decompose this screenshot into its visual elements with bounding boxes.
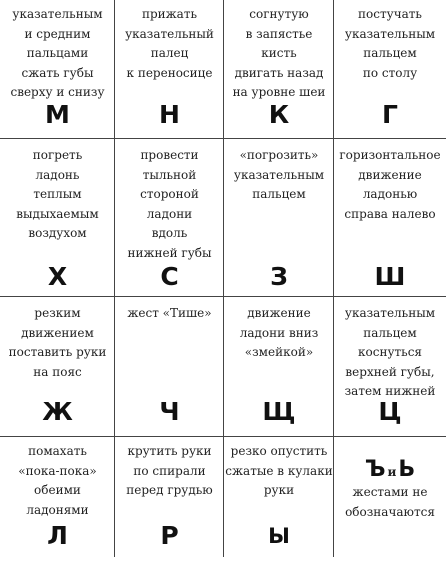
gesture-description bbox=[0, 442, 115, 520]
gesture-description bbox=[115, 5, 224, 83]
gesture-cell bbox=[224, 0, 334, 139]
letter: Щ bbox=[262, 397, 296, 426]
description-line: «погрозить» bbox=[239, 148, 319, 162]
description-line: резким bbox=[34, 306, 81, 320]
description-line: «пока-пока» bbox=[18, 463, 97, 478]
gesture-cell bbox=[334, 139, 446, 297]
gesture-description bbox=[224, 304, 334, 363]
gesture-cell bbox=[115, 139, 224, 297]
gesture-cell bbox=[115, 437, 224, 557]
gesture-description bbox=[334, 483, 446, 522]
description-line: теплым bbox=[33, 187, 82, 201]
description-line: по спирали bbox=[133, 463, 206, 478]
description-line: горизонтальное bbox=[339, 148, 441, 162]
letter: Ь bbox=[398, 457, 416, 482]
description-line: поставить руки bbox=[8, 345, 107, 359]
gesture-cell bbox=[224, 297, 334, 437]
description-line: сверху и снизу bbox=[10, 85, 105, 99]
gesture-cell bbox=[0, 139, 115, 297]
description-line: «змейкой» bbox=[244, 345, 314, 359]
gesture-description bbox=[224, 146, 334, 205]
description-line: резко опустить bbox=[230, 444, 328, 458]
description-line: перед грудью bbox=[126, 483, 213, 497]
letter: Ц bbox=[378, 397, 402, 426]
gesture-cell bbox=[334, 0, 446, 139]
gesture-cell bbox=[0, 437, 115, 557]
description-line: указательным bbox=[12, 7, 103, 21]
letter: Ы bbox=[268, 524, 290, 548]
gesture-cell bbox=[115, 0, 224, 139]
description-line: пальцем bbox=[363, 325, 417, 340]
gesture-description bbox=[0, 5, 115, 103]
description-line: жестами не bbox=[352, 485, 428, 499]
letter: Ъ bbox=[364, 457, 386, 482]
letter-pair bbox=[334, 453, 446, 487]
description-line: указательный bbox=[125, 26, 214, 41]
description-line: нижней губы bbox=[127, 245, 212, 260]
letter: Х bbox=[47, 262, 68, 291]
description-line: на пояс bbox=[33, 364, 82, 379]
description-line: провести bbox=[140, 148, 199, 162]
description-line: справа налево bbox=[344, 206, 436, 221]
letter: З bbox=[270, 262, 288, 291]
description-line: сжать губы bbox=[21, 65, 94, 80]
gesture-cell bbox=[0, 0, 115, 139]
description-line: руки bbox=[263, 483, 295, 497]
gesture-description bbox=[334, 5, 446, 83]
description-line: ладонь bbox=[35, 167, 80, 182]
description-line: по столу bbox=[362, 65, 418, 80]
letter: С bbox=[160, 262, 179, 291]
description-line: движением bbox=[21, 325, 94, 340]
description-line: палец bbox=[150, 46, 189, 60]
letter: Л bbox=[47, 521, 68, 550]
description-line: тыльной bbox=[142, 167, 197, 182]
description-line: стороной bbox=[140, 187, 199, 201]
letter: К bbox=[268, 100, 290, 129]
description-line: обеими bbox=[34, 483, 81, 497]
description-line: верхней губы, bbox=[345, 364, 435, 379]
description-line: выдыхаемым bbox=[16, 206, 99, 221]
gesture-cell bbox=[115, 297, 224, 437]
description-line: согнутую bbox=[249, 7, 309, 21]
description-line: ладонью bbox=[362, 187, 418, 201]
description-line: пальцем bbox=[363, 46, 417, 60]
gesture-cell bbox=[334, 297, 446, 437]
gesture-description bbox=[224, 5, 334, 103]
letter: М bbox=[45, 100, 70, 129]
gesture-cell bbox=[334, 437, 446, 557]
description-line: прижать bbox=[141, 7, 198, 21]
letter: Ш bbox=[374, 262, 406, 291]
description-line: крутить руки bbox=[127, 444, 212, 458]
description-line: в запястье bbox=[245, 26, 313, 41]
description-line: затем нижней bbox=[344, 384, 436, 398]
description-line: погреть bbox=[32, 148, 83, 162]
letter: Ч bbox=[159, 397, 180, 426]
conjunction: и bbox=[387, 465, 397, 479]
description-line: указательным bbox=[233, 167, 325, 182]
letter: Г bbox=[382, 100, 398, 129]
description-line: постучать bbox=[358, 7, 422, 21]
letter: Ж bbox=[42, 397, 73, 426]
letter: Р bbox=[160, 521, 179, 550]
gesture-description bbox=[115, 304, 224, 324]
description-line: движение bbox=[358, 167, 422, 182]
gesture-description bbox=[334, 146, 446, 224]
description-line: обозначаются bbox=[345, 504, 435, 519]
description-line: к переносице bbox=[126, 65, 213, 80]
description-line: пальцем bbox=[252, 187, 306, 201]
description-line: ладони вниз bbox=[239, 325, 319, 340]
description-line: двигать назад bbox=[234, 65, 324, 80]
description-line: указательным bbox=[344, 306, 436, 320]
description-line: сжатые в кулаки bbox=[225, 463, 333, 478]
description-line: и средним bbox=[24, 26, 91, 41]
gesture-cell bbox=[224, 139, 334, 297]
description-line: пальцами bbox=[26, 46, 89, 60]
gesture-description bbox=[115, 442, 224, 501]
description-line: жест «Тише» bbox=[127, 306, 212, 320]
description-line: помахать bbox=[28, 444, 87, 458]
gesture-cell bbox=[0, 297, 115, 437]
gesture-description bbox=[334, 304, 446, 402]
description-line: воздухом bbox=[28, 226, 87, 240]
gesture-description bbox=[0, 304, 115, 382]
description-line: кисть bbox=[261, 46, 297, 60]
description-line: коснуться bbox=[358, 345, 422, 359]
gesture-cell bbox=[224, 437, 334, 557]
gesture-description bbox=[0, 146, 115, 244]
description-line: движение bbox=[247, 306, 311, 320]
description-line: ладонями bbox=[26, 502, 89, 517]
description-line: указательным bbox=[344, 26, 436, 41]
gesture-description bbox=[224, 442, 334, 501]
description-line: вдоль bbox=[151, 226, 188, 240]
gesture-description bbox=[115, 146, 224, 263]
letter: Н bbox=[159, 100, 180, 129]
description-line: ладони bbox=[146, 206, 193, 221]
description-line: на уровне шеи bbox=[232, 85, 326, 99]
